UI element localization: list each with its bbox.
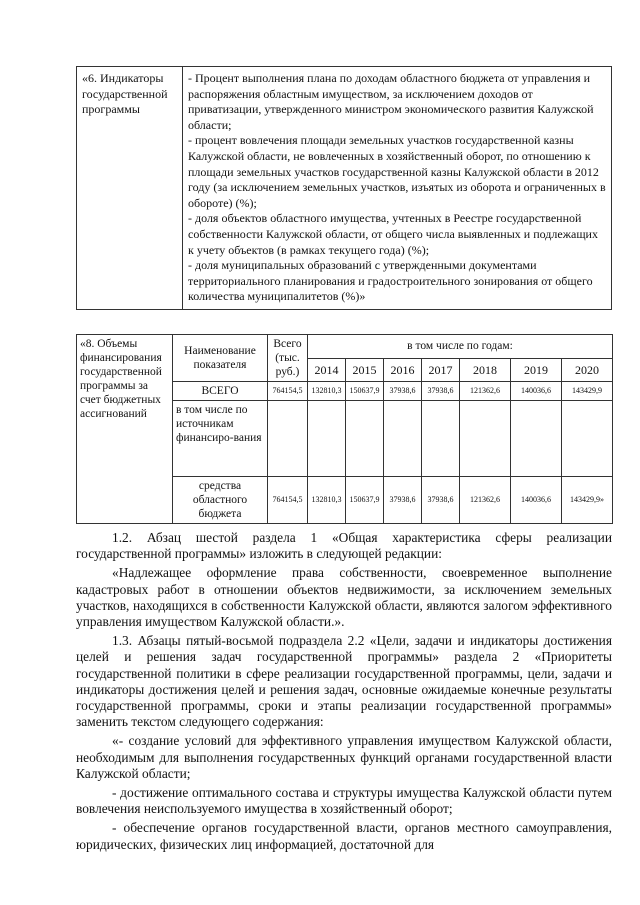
table-row	[77, 335, 613, 359]
col-header-name: Наименование показателя	[173, 335, 268, 382]
table-row	[77, 67, 612, 310]
cell-value: 140036,6	[511, 477, 562, 524]
cell-value	[308, 401, 346, 477]
cell-value: 143429,9»	[562, 477, 613, 524]
paragraph: 1.2. Абзац шестой раздела 1 «Общая характеристика сферы реализации государственной программы» изложить в следующей редакции:	[76, 530, 612, 562]
document-body	[76, 530, 612, 853]
paragraph: - обеспечение органов государственной власти, органов местного самоуправления, юридических, физических лиц информацией, достаточной для	[76, 820, 612, 852]
row-name: средства областного бюджета	[173, 477, 268, 524]
year-header: 2018	[460, 358, 511, 382]
list-item: - процент вовлечения площади земельных участков государственной казны Калужской области, не вовлеченных в хозяйственный оборот, по отношению к площади земельных участков государственной казны Калужской области в 2012 году (за исключением земельных участков, изъятых из оборота и ограниченных в обороте) (%);	[188, 133, 606, 210]
cell-value	[384, 401, 422, 477]
paragraph: «- создание условий для эффективного управления имуществом Калужской области, необходимым для выполнения государственных функций органами государственной власти Калужской области;	[76, 733, 612, 781]
cell-value: 37938,6	[384, 382, 422, 401]
row-total: 764154,5	[268, 382, 308, 401]
year-header: 2019	[511, 358, 562, 382]
cell-value	[422, 401, 460, 477]
cell-value	[511, 401, 562, 477]
cell-value: 150637,9	[346, 477, 384, 524]
year-header: 2014	[308, 358, 346, 382]
cell-value: 37938,6	[422, 382, 460, 401]
cell-value	[562, 401, 613, 477]
row-total: 764154,5	[268, 477, 308, 524]
list-item: - Процент выполнения плана по доходам областного бюджета от управления и распоряжения областным имуществом, за исключением доходов от приватизации, утвержденного министром экономического развития Калужской области;	[188, 71, 594, 132]
col-header-years: в том числе по годам:	[308, 335, 613, 359]
col-header-total: Всего (тыс. руб.)	[268, 335, 308, 382]
row-total	[268, 401, 308, 477]
indicators-list	[183, 67, 612, 310]
year-header: 2017	[422, 358, 460, 382]
list-item: - доля объектов областного имущества, учтенных в Реестре государственной собственности Калужской области, от общего числа выявленных и подлежащих к учету объектов (в рамках текущего года) (%);	[188, 211, 598, 257]
cell-value: 140036,6	[511, 382, 562, 401]
cell-value: 132810,3	[308, 382, 346, 401]
financing-table	[76, 334, 613, 524]
list-item: - доля муниципальных образований с утвержденными документами территориального планирования и градостроительного зонирования от общего количества муниципалитетов (%)»	[188, 258, 593, 304]
indicators-table	[76, 66, 612, 310]
indicators-label: «6. Индикаторы государственной программы	[77, 67, 183, 310]
cell-value: 121362,6	[460, 477, 511, 524]
paragraph: 1.3. Абзацы пятый-восьмой подраздела 2.2 «Цели, задачи и индикаторы достижения целей и решения задач государственной программы» раздела 2 «Приоритеты государственной политики в сфере реализации государственной программы, цели, задачи и индикаторы достижения целей и решения задач, основные ожидаемые конечные результаты государственной программы, сроки и этапы реализации государственной программы» заменить текстом следующего содержания:	[76, 633, 612, 730]
cell-value	[460, 401, 511, 477]
cell-value: 150637,9	[346, 382, 384, 401]
cell-value: 121362,6	[460, 382, 511, 401]
paragraph: - достижение оптимального состава и структуры имущества Калужской области путем вовлечения неиспользуемого имущества в хозяйственный оборот;	[76, 785, 612, 817]
year-header: 2016	[384, 358, 422, 382]
cell-value: 132810,3	[308, 477, 346, 524]
paragraph: «Надлежащее оформление права собственности, своевременное выполнение кадастровых работ в отношении объектов недвижимости, за исключением земельных участков, находящихся в собственности Калужской области, являются залогом эффективного управления имуществом Калужской области.».	[76, 565, 612, 630]
cell-value: 37938,6	[384, 477, 422, 524]
cell-value: 37938,6	[422, 477, 460, 524]
cell-value: 143429,9	[562, 382, 613, 401]
cell-value	[346, 401, 384, 477]
year-header: 2020	[562, 358, 613, 382]
row-name: в том числе по источникам финансиро-вания	[173, 401, 268, 477]
row-name: ВСЕГО	[173, 382, 268, 401]
financing-label: «8. Объемы финансирования государственной программы за счет бюджетных ассигнований	[77, 335, 173, 524]
year-header: 2015	[346, 358, 384, 382]
